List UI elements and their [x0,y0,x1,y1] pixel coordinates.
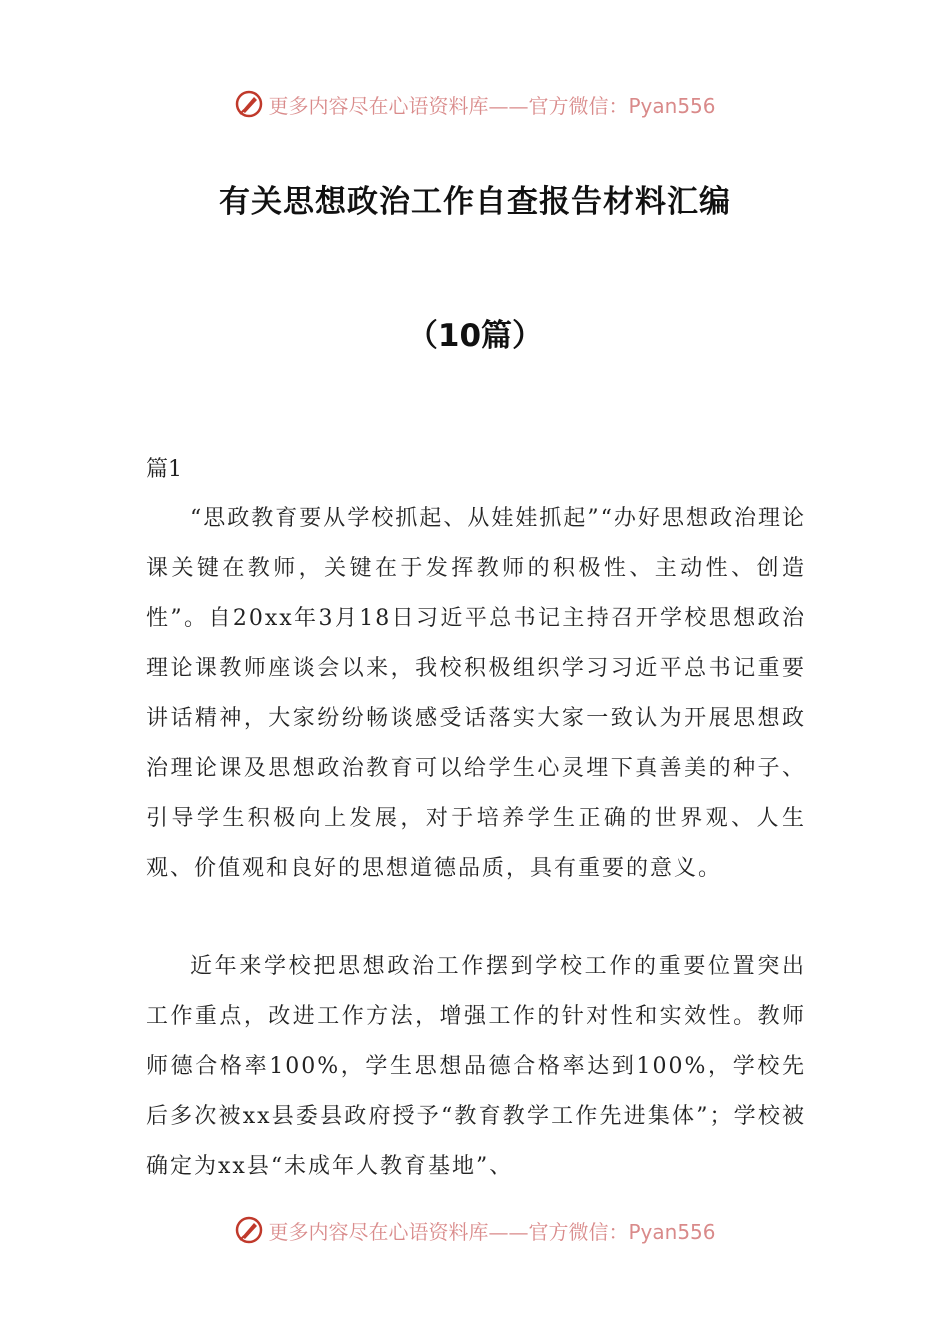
watermark-banner-top [0,84,950,124]
body-paragraph: “思政教育要从学校抓起、从娃娃抓起”“办好思想政治理论课关键在教师，关键在于发挥教师的积极性、主动性、创造性”。自20xx年3月18日习近平总书记主持召开学校思想政治理论课教师座谈会以来，我校积极组织学习习近平总书记重要讲话精神，大家纷纷畅谈感受话落实大家一致认为开展思想政治理论课及思想政治教育可以给学生心灵埋下真善美的种子、引导学生积极向上发展，对于培养学生正确的世界观、人生观、价值观和良好的思想道德品质，具有重要的意义。 [146,506,806,881]
body-paragraph-2-container [146,942,806,1192]
section-label: 篇1 [146,457,182,482]
watermark-text: 更多内容尽在心语资料库——官方微信：Pyan556 [268,1219,716,1244]
pen-nib-logo-icon [234,1215,264,1245]
document-title: 有关思想政治工作自查报告材料汇编 [219,184,731,220]
body-paragraph-1-container [146,494,806,894]
pen-nib-logo-icon [234,89,264,119]
document-subtitle: （10篇） [406,318,544,354]
watermark-banner-bottom [0,1210,950,1250]
watermark-text: 更多内容尽在心语资料库——官方微信：Pyan556 [268,93,716,118]
body-paragraph: 近年来学校把思想政治工作摆到学校工作的重要位置突出工作重点，改进工作方法，增强工作的针对性和实效性。教师师德合格率100%，学生思想品德合格率达到100%，学校先后多次被xx县委县政府授予“教育教学工作先进集体”；学校被确定为xx县“未成年人教育基地”、 [146,954,806,1179]
